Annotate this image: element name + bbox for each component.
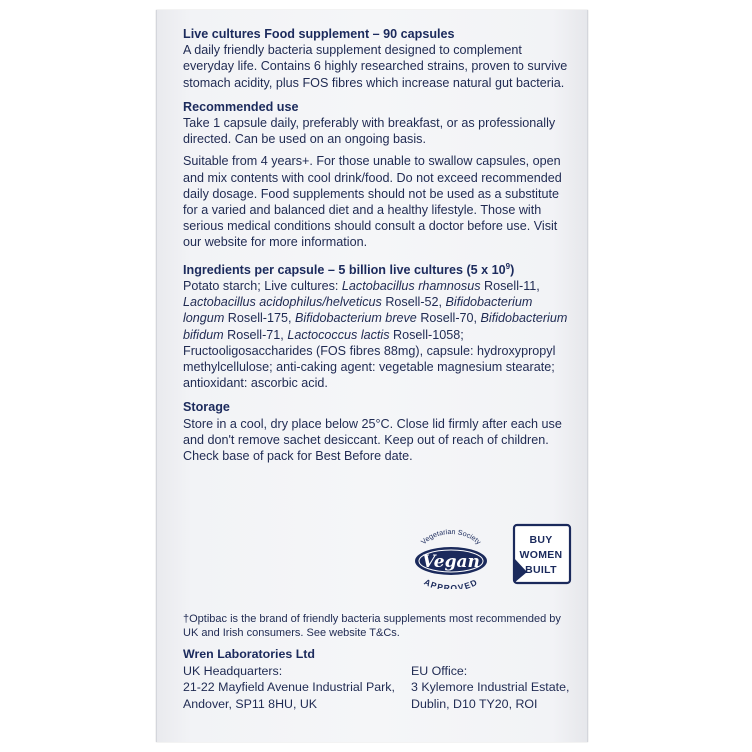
footnote: †Optibac is the brand of friendly bacteria supplements most recommended by UK and Irish consumers. See website T&Cs. xyxy=(183,613,561,639)
buy-women-built-logo xyxy=(511,522,573,586)
bwb-line-2: WOMEN xyxy=(519,549,563,561)
strain-name: Lactobacillus acidophilus/helveticus xyxy=(183,295,382,310)
bwb-line-3: BUILT xyxy=(525,564,557,576)
strain-name: Lactobacillus rhamnosus xyxy=(341,279,481,294)
strain-name: Bifidobacterium longum xyxy=(183,295,533,326)
ingredients-heading-text: Ingredients per capsule – 5 billion live cultures (5 x 10 xyxy=(183,262,506,277)
vegan-badge-bottom-text: APPROVED xyxy=(422,576,480,589)
uk-address-line-1: 21-22 Mayfield Avenue Industrial Park, xyxy=(183,680,395,694)
ingredients-heading-exponent: 9 xyxy=(505,261,511,271)
supplement-box-panel xyxy=(156,10,588,742)
vegan-badge-word: Vegan xyxy=(422,552,480,572)
ingredients-part: Rosell-11, xyxy=(480,279,540,294)
storage-heading: Storage xyxy=(183,400,230,415)
ingredients-part: Rosell-1058; Fructooligosaccharides (FOS fibres 88mg), capsule: hydroxypropyl methylcellulose; anti-caking agent: vegetable magnesium stearate; antioxidant: ascorbic acid. xyxy=(183,327,556,391)
vegan-badge-top-text: Vegetarian Society xyxy=(418,526,484,547)
intro-heading: Live cultures Food supplement – 90 capsules xyxy=(183,27,455,41)
strain-name: Lactococcus lactis xyxy=(287,327,390,342)
company-addresses xyxy=(183,663,583,715)
intro-body: A daily friendly bacteria supplement designed to complement everyday life. Contains 6 highly researched strains, proven to survive stomach acidity, plus FOS fibres which increase natural gut bacteria. xyxy=(183,43,568,90)
eu-address xyxy=(411,663,569,713)
storage-body: Store in a cool, dry place below 25°C. Close lid firmly after each use and don't remove sachet desiccant. Keep out of reach of children. Check base of pack for Best Before date. xyxy=(183,416,562,464)
bwb-line-1: BUY xyxy=(529,534,553,546)
vegan-approved-logo xyxy=(403,523,499,589)
company-name: Wren Laboratories Ltd xyxy=(183,647,315,661)
ingredients-list xyxy=(183,278,573,391)
ingredients-part: Rosell-175, xyxy=(224,311,296,326)
ingredients-part: Rosell-70, xyxy=(416,311,481,326)
label-text xyxy=(183,26,573,464)
recommended-text-1: Take 1 capsule daily, preferably with breakfast, or as professionally directed. Can be used on an ongoing basis. xyxy=(183,116,556,147)
recommended-text-2: Suitable from 4 years+. For those unable to swallow capsules, open and mix contents with cool drink/food. Do not exceed recommended daily dosage. Food supplements should not be used as a substitute for a varied and balanced diet and a healthy lifestyle. Those with serious medical conditions should consult a doctor before use. Visit our website for more information. xyxy=(183,154,562,250)
strain-name: Bifidobacterium bifidum xyxy=(183,311,568,342)
ingredients-part: Rosell-71, xyxy=(223,327,288,342)
uk-address-line-2: Andover, SP11 8HU, UK xyxy=(183,696,318,711)
uk-address xyxy=(183,663,395,713)
strain-name: Bifidobacterium breve xyxy=(295,311,417,326)
company-details xyxy=(183,646,583,715)
ingredients-heading-close: ) xyxy=(510,262,515,277)
recommended-heading: Recommended use xyxy=(183,99,299,114)
eu-address-label: EU Office: xyxy=(411,663,468,678)
vegan-badge-graphic xyxy=(403,523,499,589)
eu-address-line-2: Dublin, D10 TY20, ROI xyxy=(411,696,538,711)
eu-address-line-1: 3 Kylemore Industrial Estate, xyxy=(411,680,570,694)
uk-address-label: UK Headquarters: xyxy=(183,663,283,678)
ingredients-part: Rosell-52, xyxy=(381,295,446,310)
ingredients-heading xyxy=(183,259,573,278)
ingredients-part: Potato starch; Live cultures: xyxy=(183,279,342,294)
